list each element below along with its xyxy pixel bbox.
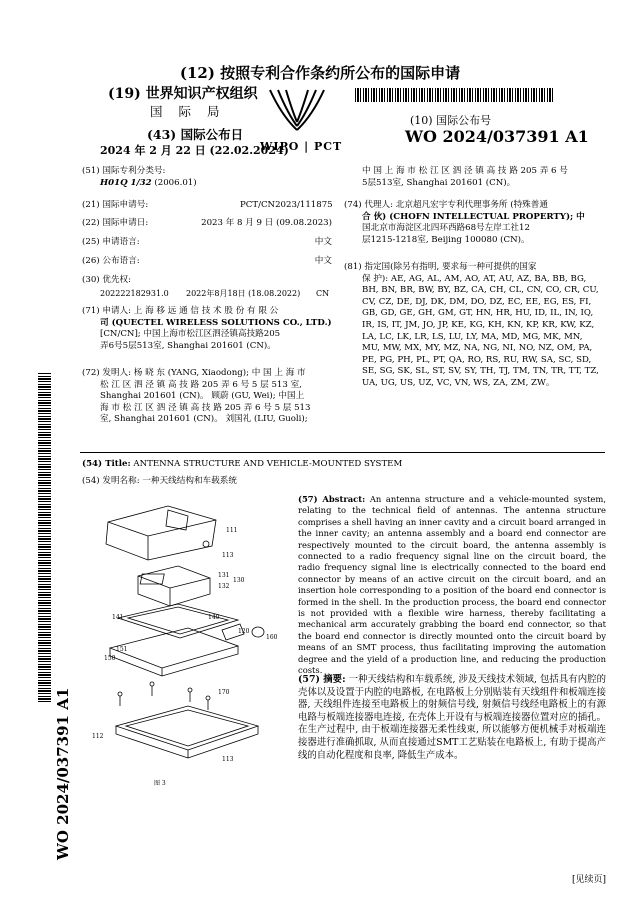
figure-label: 170: [218, 689, 230, 696]
side-pub-no: WO 2024/037391 A1: [54, 687, 72, 860]
abstract-cn-text: 一种天线结构和车载系统, 涉及天线技术领域, 包括具有内腔的壳体以及设置于内腔的电路板, 在电路板上分别贴装有天线组件和板端连接器, 天线组件连接至电路板上的射频信号线, 射频信号线经电路板上的有源电路与板端连接器电连接, 在壳体上开设有与板端连接器位置对应的插孔。在生产过程中, 由于板端连接器无柔性线束, 所以能够方便机械手对板端连接器进行准确抓取, 从而直接通过SMT工艺贴装在电路板上, 有助于提高产线的自动化程度和良率, 降低生产成本。: [298, 674, 606, 761]
wipo-logo-text: WIPO | PCT: [260, 140, 343, 153]
inventor-cont-line: 5层513室, Shanghai 201601 (CN)。: [362, 177, 516, 188]
states-line: MU, MW, MX, MY, MZ, NA, NG, NI, NO, NZ, OM, PA,: [362, 343, 593, 354]
inventor-line: 松 江 区 泗 泾 镇 高 技 路 205 弄 6 号 5 层 513 室,: [100, 379, 302, 390]
figure-label: 120: [238, 628, 250, 635]
states-line: PE, PG, PH, PL, PT, QA, RO, RS, RU, RW, SA, SC, SD,: [362, 354, 592, 365]
applicant-line: 弄6号5层513室, Shanghai 201601 (CN)。: [100, 340, 276, 351]
title-en: ANTENNA STRUCTURE AND VEHICLE-MOUNTED SYSTEM: [133, 459, 403, 469]
designated-states-block: [344, 262, 606, 390]
continued-note: [见续页]: [571, 875, 606, 885]
filing-label: (22) 国际申请日:: [82, 218, 149, 228]
states-line: CV, CZ, DE, DJ, DK, DM, DO, DZ, EC, EE, EG, ES, FI,: [362, 296, 592, 307]
office-name: 国 际 局: [150, 104, 226, 119]
document-title: (12) 按照专利合作条约所公布的国际申请: [179, 64, 461, 82]
pub-no: WO 2024/037391 A1: [405, 127, 589, 146]
applicant-line: (71) 申请人: 上 海 移 远 通 信 技 术 股 份 有 限 公: [82, 306, 279, 316]
filing-value: 2023 年 8 月 9 日 (09.08.2023): [201, 218, 332, 228]
abstract-cn-label: (57) 摘要:: [298, 674, 346, 685]
priority-no: 202222182931.0: [100, 289, 169, 298]
abstract-en: [298, 494, 606, 677]
inventor-cont-line: 中 国 上 海 市 松 江 区 泗 泾 镇 高 技 路 205 弄 6 号: [362, 166, 568, 176]
organization-name: (19) 世界知识产权组织: [108, 86, 258, 102]
filing-lang-label: (25) 申请语言:: [82, 237, 140, 247]
figure-label: 112: [92, 733, 104, 740]
pub-lang-value: 中文: [314, 256, 332, 266]
states-line: SE, SG, SK, SL, ST, SV, SY, TH, TJ, TM, TN, TR, TT, TZ,: [362, 366, 599, 377]
inventor-line: 海 市 松 江 区 泗 泾 镇 高 技 路 205 弄 6 号 5 层 513: [100, 402, 311, 413]
figure-caption: 图 3: [154, 780, 166, 787]
states-line: UA, UG, US, UZ, VC, VN, WS, ZA, ZM, ZW。: [362, 377, 555, 388]
figure-label: 132: [218, 583, 230, 590]
title-cn-row: [82, 476, 237, 488]
inventor-line: Shanghai 201601 (CN)。 顾蔚 (GU, Wei); 中国上: [100, 391, 305, 402]
pub-no-label: (10) 国际公布号: [410, 114, 492, 127]
priority-date: 2022年8月18日 (18.08.2022): [186, 289, 301, 298]
priority-cc: CN: [316, 289, 330, 298]
states-line: BH, BN, BR, BW, BY, BZ, CA, CH, CL, CN, CO, CR, CU,: [362, 285, 599, 296]
priority-label: (30) 优先权:: [82, 275, 132, 285]
separator-line: [80, 452, 605, 453]
states-line: GB, GD, GE, GH, GM, GT, HN, HR, HU, ID, IL, IN, IQ,: [362, 308, 594, 319]
states-line: (81) 指定国(除另有指明, 要求每一种可提供的国家: [344, 262, 537, 272]
ipc-field: [100, 178, 197, 190]
side-barcode: [38, 372, 51, 702]
pub-lang-label: (26) 公布语言:: [82, 256, 140, 266]
pub-date: 2024 年 2 月 22 日 (22.02.2024): [100, 144, 289, 157]
ipc-edition: (2006.01): [154, 178, 197, 188]
agent-line: 合 伙) (CHOFN INTELLECTUAL PROPERTY); 中: [362, 211, 585, 222]
figure-label: 131: [218, 572, 230, 579]
wipo-logo-icon: [262, 86, 332, 140]
figure-label: 140: [208, 614, 220, 621]
inventor-block: [82, 368, 332, 426]
agent-line: (74) 代理人: 北京超凡宏宇专利代理事务所 (特殊普通: [344, 200, 548, 210]
agent-line: 层1215-1218室, Beijing 100080 (CN)。: [362, 234, 530, 245]
title-en-label: (54) Title:: [82, 459, 131, 469]
ipc-value: H01Q 1/32: [100, 178, 152, 188]
figure-label: 150: [104, 655, 116, 662]
figure-label: 113: [222, 552, 234, 559]
applicant-line: 司 (QUECTEL WIRELESS SOLUTIONS CO., LTD.): [100, 317, 332, 328]
title-en-row: [82, 459, 402, 471]
states-line: LA, LC, LK, LR, LS, LU, LY, MA, MD, MG, MK, MN,: [362, 331, 583, 342]
filing-lang-value: 中文: [314, 237, 332, 247]
abstract-cn: [298, 674, 606, 762]
title-cn-label: (54) 发明名称:: [82, 476, 140, 486]
applicant-line: [CN/CN]; 中国上海市松江区泗泾镇高技路205: [100, 329, 281, 340]
app-no-label: (21) 国际申请号:: [82, 200, 149, 210]
figure-label: 141: [112, 614, 124, 621]
agent-line: 国北京市海淀区北四环西路68号左岸工社12: [362, 223, 530, 234]
figure-label: 113: [222, 756, 234, 763]
figure-label: 151: [116, 646, 128, 653]
patent-figure: [88, 500, 288, 764]
abstract-en-label: (57) Abstract:: [298, 494, 366, 504]
app-no-value: PCT/CN2023/111875: [240, 200, 333, 210]
title-cn: 一种天线结构和车载系统: [142, 476, 237, 486]
figure-label: 111: [226, 527, 238, 534]
ipc-label: (51) 国际专利分类号:: [82, 166, 166, 176]
states-line: 保 护): AE, AG, AL, AM, AO, AT, AU, AZ, BA, BB, BG,: [362, 273, 587, 284]
figure-label: 160: [266, 634, 278, 641]
barcode-top: [355, 88, 555, 102]
inventor-line: 室, Shanghai 201601 (CN)。 刘国礼 (LIU, Guoli);: [100, 414, 308, 425]
states-line: IR, IS, IT, JM, JO, JP, KE, KG, KH, KN, KP, KR, KW, KZ,: [362, 319, 595, 330]
figure-label: 130: [233, 577, 245, 584]
pub-date-label: (43) 国际公布日: [147, 127, 244, 142]
applicant-block: [82, 306, 332, 352]
inventor-cont-block: [362, 166, 602, 189]
abstract-en-text: An antenna structure and a vehicle-mounted system, relating to the technical field of antennas. The antenna structure comprises a shell having an inner cavity and a circuit board arranged in the inner cavity; an antenna assembly and a board end connector are respectively mounted to the circuit board, the antenna assembly is connected to a radio frequency signal line on the circuit board, the radio frequency signal line is electrically connected to the board end connector by means of an active circuit on the circuit board, and an insertion hole corresponding to a position of the board end connector is formed in the shell. In the production process, the board end connector is not provided with a flexible wire harness, thereby facilitating a mechanical arm accurately grabbing the board end connector, so that the board end connector is directly mounted onto the circuit board by means of an SMT process, thus facilitating improving the automation degree and the yield of a production line, and reducing the production costs.: [298, 494, 606, 676]
agent-block: [344, 200, 606, 246]
inventor-line: (72) 发明人: 杨 晓 东 (YANG, Xiaodong); 中 国 上 海 市: [82, 368, 306, 378]
